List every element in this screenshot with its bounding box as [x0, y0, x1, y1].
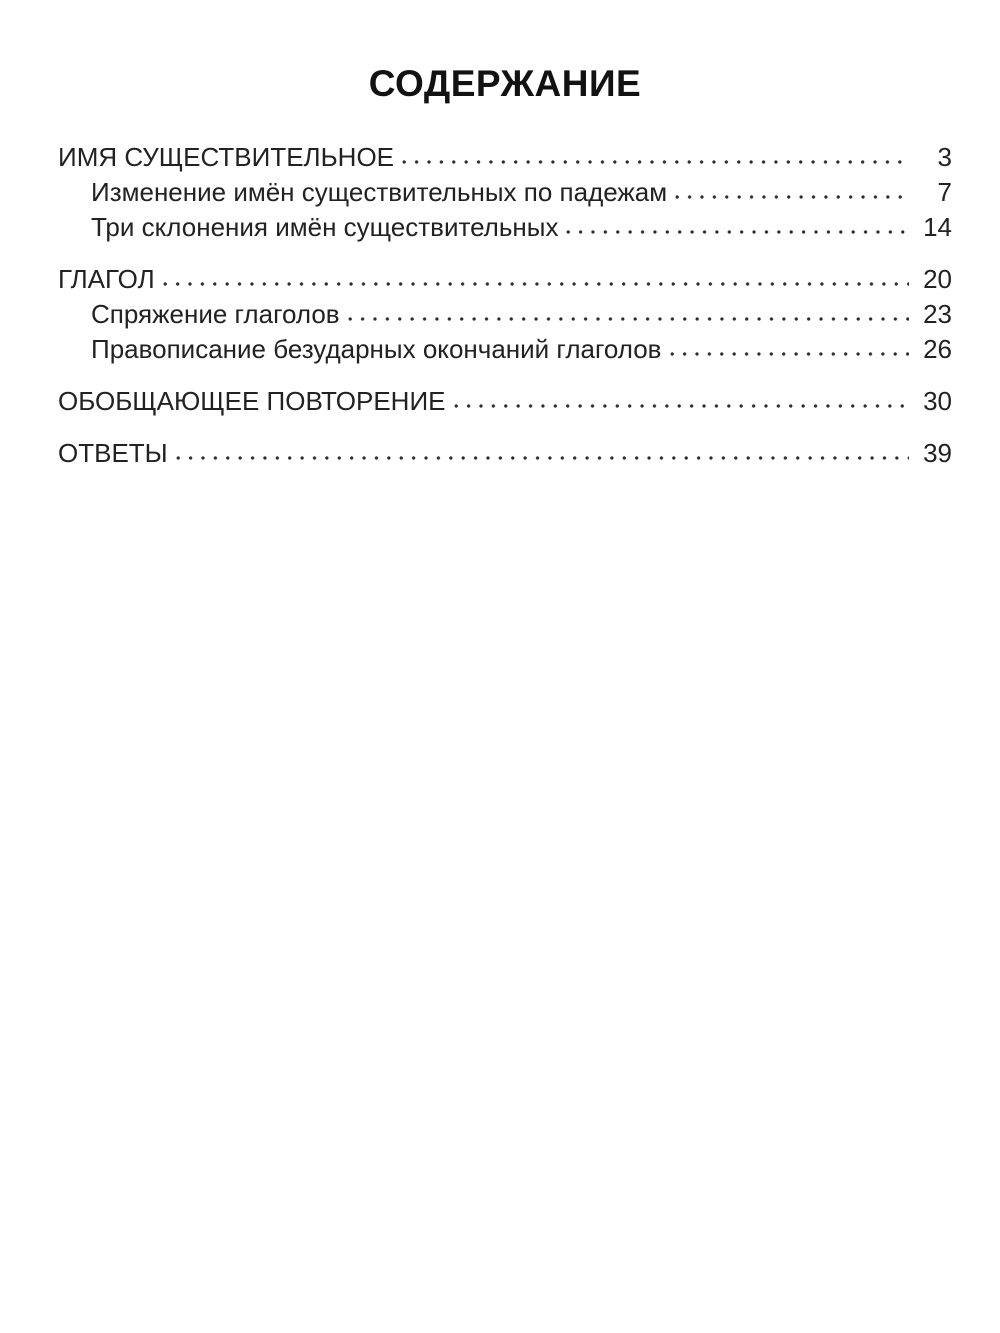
- table-of-contents: [58, 140, 952, 471]
- toc-section: [58, 140, 952, 245]
- toc-entry: [58, 436, 952, 471]
- toc-entry-page: 26: [923, 334, 952, 364]
- dot-leader: [402, 158, 909, 166]
- toc-entry-page: 20: [923, 264, 952, 294]
- toc-entry-page: 30: [923, 386, 952, 416]
- toc-entry-title: ОБОБЩАЮЩЕЕ ПОВТОРЕНИЕ: [58, 386, 446, 416]
- dot-leader: [348, 315, 909, 323]
- toc-entry: [58, 262, 952, 297]
- toc-entry-title: Изменение имён существительных по падежам: [91, 177, 668, 207]
- page-title: СОДЕРЖАНИЕ: [368, 63, 642, 104]
- toc-entry-title: ГЛАГОЛ: [58, 264, 155, 294]
- toc-subentry: [58, 210, 952, 245]
- dot-leader: [670, 350, 910, 358]
- toc-subentry: [58, 175, 952, 210]
- toc-entry-title: Три склонения имён существительных: [91, 212, 559, 242]
- dot-leader: [566, 228, 909, 236]
- toc-section: [58, 384, 952, 419]
- toc-entry-page: 7: [937, 177, 952, 207]
- toc-entry-title: Спряжение глаголов: [91, 299, 340, 329]
- dot-leader: [176, 454, 909, 462]
- dot-leader: [454, 402, 910, 410]
- dot-leader: [675, 193, 909, 201]
- toc-entry-title: ИМЯ СУЩЕСТВИТЕЛЬНОЕ: [58, 142, 395, 172]
- toc-entry-page: 3: [937, 142, 952, 172]
- toc-entry-page: 14: [923, 212, 952, 242]
- toc-section: [58, 262, 952, 367]
- toc-entry: [58, 140, 952, 175]
- toc-entry: [58, 384, 952, 419]
- toc-entry-page: 23: [923, 299, 952, 329]
- toc-entry-title: ОТВЕТЫ: [58, 438, 168, 468]
- toc-section: [58, 436, 952, 471]
- dot-leader: [163, 280, 909, 288]
- toc-subentry: [58, 332, 952, 367]
- toc-subentry: [58, 297, 952, 332]
- toc-entry-page: 39: [923, 438, 952, 468]
- toc-entry-title: Правописание безударных окончаний глаголов: [91, 334, 662, 364]
